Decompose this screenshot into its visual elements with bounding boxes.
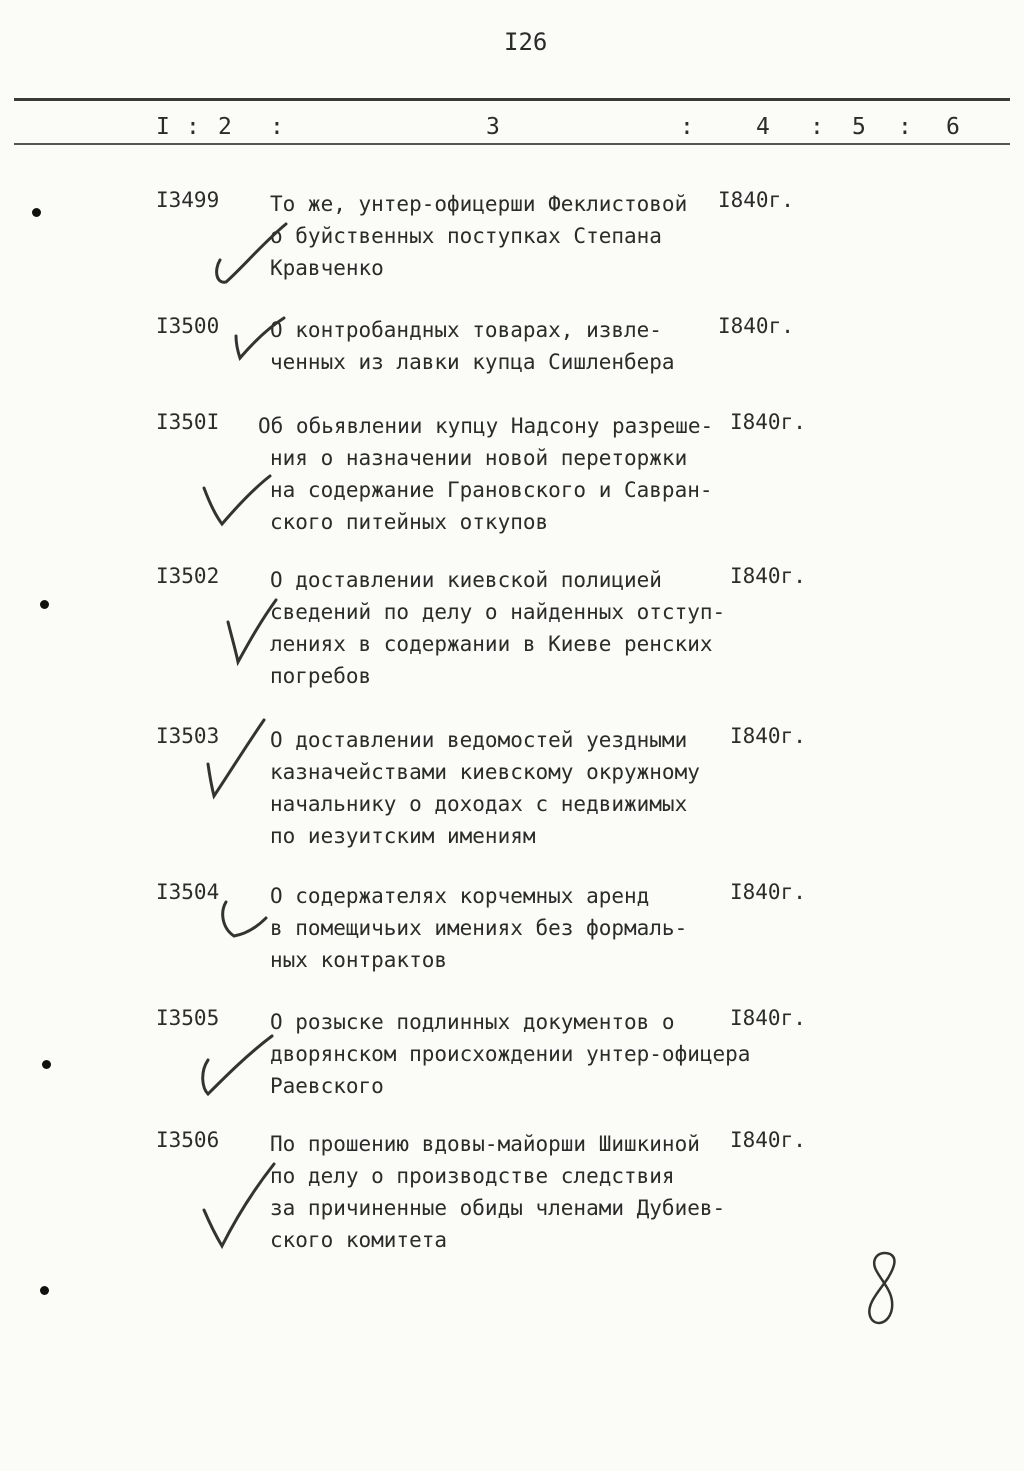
- entry-line: на содержание Грановского и Савран-: [270, 478, 713, 502]
- entry-year: I840г.: [730, 724, 806, 748]
- entry-line: О доставлении киевской полицией: [270, 568, 662, 592]
- entry-line: То же, унтер-офицерши Феклистовой: [270, 192, 688, 216]
- entry-line: казначействами киевскому окружному: [270, 760, 700, 784]
- entry-year: I840г.: [730, 880, 806, 904]
- entry-line: Кравченко: [270, 256, 384, 280]
- header-separator: :: [898, 114, 912, 140]
- punch-hole: [32, 208, 41, 217]
- header-separator: :: [680, 114, 694, 140]
- entry-year: I840г.: [730, 1128, 806, 1152]
- entry-line: дворянском происхождении унтер-офицера: [270, 1042, 751, 1066]
- entry-number: I3500: [156, 314, 220, 338]
- entry-line: по делу о производстве следствия: [270, 1164, 675, 1188]
- entry-line: По прошению вдовы-майорши Шишкиной: [270, 1132, 700, 1156]
- check-mark-icon: [228, 310, 292, 370]
- entry-line: ных контрактов: [270, 948, 448, 972]
- entry-number: I350I: [156, 410, 220, 434]
- header-col1: I: [156, 114, 170, 140]
- entry-number: I3505: [156, 1006, 220, 1030]
- check-mark-icon: [194, 1032, 278, 1100]
- entry-line: О розыске подлинных документов о: [270, 1010, 675, 1034]
- entry-year: I840г.: [718, 188, 794, 212]
- entry-description: [270, 880, 687, 976]
- entry-line: Раевского: [270, 1074, 384, 1098]
- entry-line: в помещичьих имениях без формаль-: [270, 916, 688, 940]
- entry-description: [258, 410, 713, 538]
- check-mark-icon: [196, 1160, 280, 1252]
- page-number: I26: [504, 28, 548, 56]
- entry-description: [270, 564, 725, 692]
- entry-line: Об обьявлении купцу Надсону разреше-: [258, 414, 714, 438]
- header-separator: :: [186, 114, 200, 140]
- entry-number: I3502: [156, 564, 220, 588]
- entry-line: по иезуитским имениям: [270, 824, 536, 848]
- punch-hole: [40, 1286, 49, 1295]
- handwritten-eight-icon: [858, 1248, 906, 1332]
- header-rule: [14, 143, 1010, 145]
- header-col5: 5: [852, 114, 866, 140]
- entry-number: I3503: [156, 724, 220, 748]
- header-col4: 4: [756, 114, 770, 140]
- entry-description: [270, 1128, 725, 1256]
- entry-description: [270, 188, 687, 284]
- header-col2: 2: [218, 114, 232, 140]
- entry-line: О доставлении ведомостей уездными: [270, 728, 688, 752]
- entry-year: I840г.: [730, 564, 806, 588]
- entry-number: I3499: [156, 188, 220, 212]
- check-mark-icon: [222, 594, 282, 668]
- entry-line: погребов: [270, 664, 372, 688]
- header-col3: 3: [486, 114, 500, 140]
- punch-hole: [40, 600, 49, 609]
- entry-description: [270, 314, 675, 378]
- entry-line: ченных из лавки купца Сишленбера: [270, 350, 675, 374]
- entry-line: сведений по делу о найденных отступ-: [270, 600, 726, 624]
- header-separator: :: [270, 114, 284, 140]
- entry-line: ния о назначении новой переторжки: [270, 446, 688, 470]
- top-rule: [14, 98, 1010, 101]
- check-mark-icon: [200, 716, 270, 800]
- header-col6: 6: [946, 114, 960, 140]
- entry-number: I3506: [156, 1128, 220, 1152]
- entry-line: о буйственных поступках Степана: [270, 224, 662, 248]
- check-mark-icon: [216, 882, 276, 948]
- entry-description: [270, 724, 700, 852]
- entry-line: ского комитета: [270, 1228, 448, 1252]
- check-mark-icon: [196, 470, 276, 534]
- entry-year: I840г.: [730, 1006, 806, 1030]
- entry-description: [270, 1006, 750, 1102]
- header-separator: :: [810, 114, 824, 140]
- check-mark-icon: [208, 218, 292, 290]
- entry-line: О содержателях корчемных аренд: [270, 884, 650, 908]
- punch-hole: [42, 1060, 51, 1069]
- entry-line: начальнику о доходах с недвижимых: [270, 792, 688, 816]
- entry-line: О контробандных товарах, извле-: [270, 318, 662, 342]
- entry-year: I840г.: [730, 410, 806, 434]
- entry-line: за причиненные обиды членами Дубиев-: [270, 1196, 726, 1220]
- entry-year: I840г.: [718, 314, 794, 338]
- entry-line: ского питейных откупов: [270, 510, 549, 534]
- entry-number: I3504: [156, 880, 220, 904]
- entry-line: лениях в содержании в Киеве ренских: [270, 632, 713, 656]
